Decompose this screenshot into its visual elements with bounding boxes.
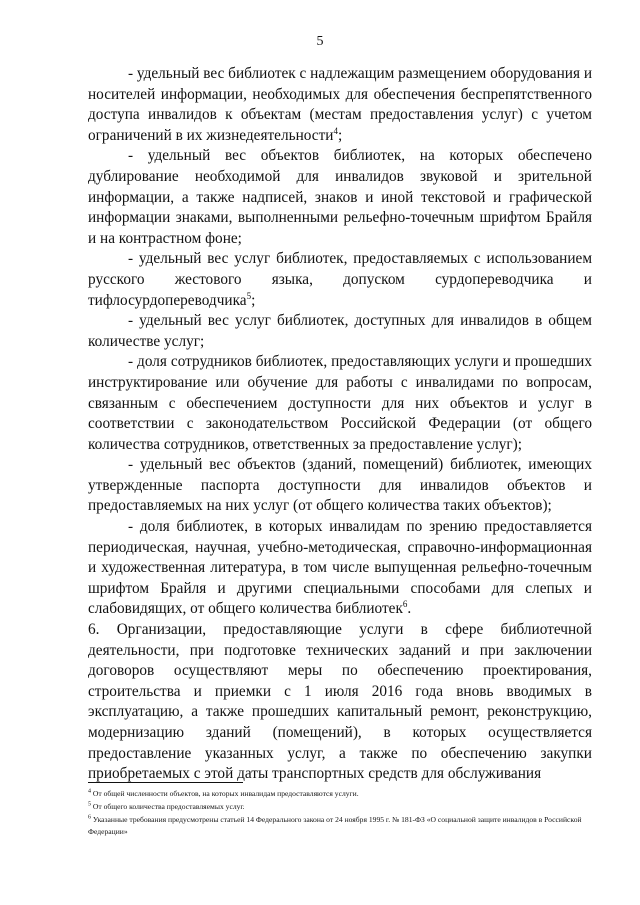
paragraph-library-equipment-placement: - удельный вес библиотек с надлежащим размещением оборудования и носителей информации, необходимых для обеспечения беспрепятственного доступа инвалидов к объектам (местам предоставления услуг) с учетом ограничений в их жизнедеятельности$^4$; xyxy=(88,65,593,144)
footnotes xyxy=(88,788,592,839)
footnote-6: $^6$ Указанные требования предусмотрены статьей 14 Федерального закона от 24 ноября 1995 г. № 181-ФЗ «О социальной защите инвалидов в Российской Федерации» xyxy=(88,814,582,836)
paragraph-braille-literature: - доля библиотек, в которых инвалидам по зрению предоставляется периодическая, научная, учебно-методическая, справочно-информационная и художественная литература, в том числе выпущенная рельефно-точечным шрифтом Брайля и другими специальными способами для слепых и слабовидящих, от общего количества библиотек$^6$. xyxy=(88,518,592,618)
footnote-separator xyxy=(88,782,243,783)
footnote-5: $^5$ От общего количества предоставляемых услуг. xyxy=(88,801,245,811)
paragraph-duplication-information: - удельный вес объектов библиотек, на которых обеспечено дублирование необходимой для инвалидов звуковой и зрительной информации, а также надписей, знаков и иной текстовой и графической информации знаками, выполненными рельефно-точечным шрифтом Брайля и на контрастном фоне; xyxy=(88,147,592,247)
page-number: 5 xyxy=(316,34,324,49)
paragraph-accessibility-passports: - удельный вес объектов (зданий, помещений) библиотек, имеющих утвержденные паспорта доступности для инвалидов объектов и предоставляемых на них услуг (от общего количества таких объектов); xyxy=(88,456,592,515)
footnote-ref: 6 xyxy=(402,599,408,610)
footnote-ref: 5 xyxy=(246,290,252,301)
footnote-ref: 4 xyxy=(333,125,338,136)
paragraph-item-6: 6. Организации, предоставляющие услуги в сфере библиотечной деятельности, при подготовке технических заданий и при заключении договоров осуществляют меры по обеспечению проектирования, строительства и приемки с 1 июля 2016 года вновь вводимых в эксплуатацию, а также прошедших капитальный ремонт, реконструкцию, модернизацию зданий (помещений), в которых осуществляется предоставление указанных услуг, а также по обеспечению закупки приобретаемых с этой даты транспортных средств для обслуживания xyxy=(88,621,592,783)
paragraph-sign-language-services: - удельный вес услуг библиотек, предоставляемых с использованием русского жестового языка, допуском сурдопереводчика и тифлосурдопереводчика$^5$; xyxy=(88,250,592,309)
body-text xyxy=(88,64,592,785)
paragraph-staff-training: - доля сотрудников библиотек, предоставляющих услуги и прошедших инструктирование или обучение для работы с инвалидами по вопросам, связанным с обеспечением доступности для них объектов и услуг в соответствии с законодательством Российской Федерации (от общего количества сотрудников, ответственных за предоставление услуг); xyxy=(88,353,592,453)
footnote-4: $^4$ От общей численности объектов, на которых инвалидам предоставляются услуги. xyxy=(88,788,359,798)
paragraph-accessible-services: - удельный вес услуг библиотек, доступных для инвалидов в общем количестве услуг; xyxy=(88,312,592,350)
